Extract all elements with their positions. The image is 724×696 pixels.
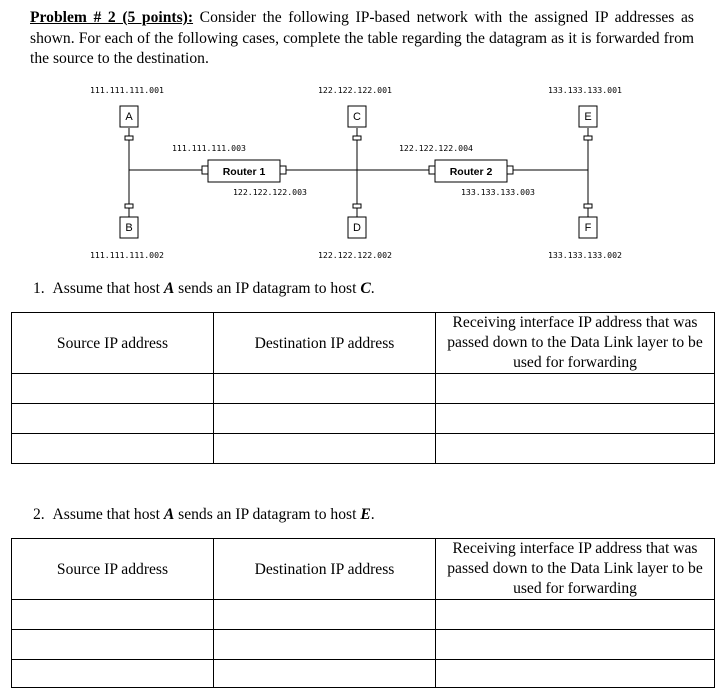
host-b-label: B — [125, 222, 133, 234]
source-ip-cell[interactable] — [12, 660, 214, 688]
router-1-ip-left: 111.111.111.003 — [172, 143, 246, 153]
question-1 — [33, 279, 375, 298]
question-middle: sends an IP datagram to host — [174, 506, 361, 523]
source-ip-header: Source IP address — [12, 539, 214, 600]
receiving-interface-cell[interactable] — [436, 404, 715, 434]
host-e-ip: 133.133.133.001 — [548, 85, 622, 95]
destination-ip-header: Destination IP address — [214, 313, 436, 374]
source-ip-cell[interactable] — [12, 600, 214, 630]
router-2-label: Router 2 — [449, 166, 493, 178]
receiving-interface-cell[interactable] — [436, 600, 715, 630]
host-f-label: F — [584, 222, 592, 234]
host-c-label: C — [353, 111, 361, 123]
destination-ip-cell[interactable] — [214, 434, 436, 464]
receiving-interface-cell[interactable] — [436, 434, 715, 464]
table-header-row — [12, 539, 715, 600]
router-1-ip-right: 122.122.122.003 — [233, 187, 307, 197]
question-suffix: . — [370, 280, 375, 297]
host-d-ip: 122.122.122.002 — [318, 250, 392, 260]
router-1-label: Router 1 — [222, 166, 266, 178]
question-2 — [33, 505, 375, 524]
table-row — [12, 434, 715, 464]
table-row — [12, 630, 715, 660]
question-number: 2. — [33, 506, 45, 523]
source-ip-header: Source IP address — [12, 313, 214, 374]
host-d-label: D — [353, 222, 361, 234]
host-f-ip: 133.133.133.002 — [548, 250, 622, 260]
question-number: 1. — [33, 280, 45, 297]
source-ip-cell[interactable] — [12, 374, 214, 404]
receiving-interface-cell[interactable] — [436, 630, 715, 660]
host-a-port — [125, 136, 133, 140]
router-2-port-left — [429, 166, 435, 174]
question-source-host: A — [163, 506, 175, 523]
router-1-port-right — [280, 166, 286, 174]
host-a-ip: 111.111.111.001 — [90, 85, 164, 95]
host-e-port — [584, 136, 592, 140]
question-prefix: Assume that host — [52, 506, 164, 523]
receiving-interface-header: Receiving interface IP address that was passed down to the Data Link layer to be used for forwarding — [436, 313, 715, 374]
router-1-port-left — [202, 166, 208, 174]
table-row — [12, 600, 715, 630]
problem-text: Consider the following IP-based network with the assigned IP addresses as shown. For each of the following cases, complete the table regarding the datagram as it is forwarded from the source to the destination. — [30, 9, 694, 67]
host-e-label: E — [584, 111, 592, 123]
router-2-ip-left: 122.122.122.004 — [399, 143, 473, 153]
router-2-ip-right: 133.133.133.003 — [461, 187, 535, 197]
source-ip-cell[interactable] — [12, 434, 214, 464]
question-middle: sends an IP datagram to host — [174, 280, 361, 297]
question-prefix: Assume that host — [52, 280, 164, 297]
question-suffix: . — [370, 506, 375, 523]
destination-ip-header: Destination IP address — [214, 539, 436, 600]
table-row — [12, 660, 715, 688]
destination-ip-cell[interactable] — [214, 404, 436, 434]
host-c-port — [353, 136, 361, 140]
network-diagram — [0, 0, 724, 280]
host-a-label: A — [125, 111, 133, 123]
receiving-interface-cell[interactable] — [436, 374, 715, 404]
question-dest-host: E — [360, 506, 371, 523]
host-f-port — [584, 204, 592, 208]
answer-table-1 — [11, 312, 715, 464]
question-dest-host: C — [360, 280, 371, 297]
destination-ip-cell[interactable] — [214, 630, 436, 660]
host-b-port — [125, 204, 133, 208]
host-b-ip: 111.111.111.002 — [90, 250, 164, 260]
source-ip-cell[interactable] — [12, 630, 214, 660]
host-c-ip: 122.122.122.001 — [318, 85, 392, 95]
table-row — [12, 374, 715, 404]
host-d-port — [353, 204, 361, 208]
receiving-interface-header: Receiving interface IP address that was passed down to the Data Link layer to be used for forwarding — [436, 539, 715, 600]
destination-ip-cell[interactable] — [214, 600, 436, 630]
question-source-host: A — [163, 280, 175, 297]
answer-table-2 — [11, 538, 715, 688]
problem-heading: Problem # 2 (5 points): — [30, 9, 194, 26]
source-ip-cell[interactable] — [12, 404, 214, 434]
destination-ip-cell[interactable] — [214, 374, 436, 404]
router-2-port-right — [507, 166, 513, 174]
receiving-interface-cell[interactable] — [436, 660, 715, 688]
table-row — [12, 404, 715, 434]
destination-ip-cell[interactable] — [214, 660, 436, 688]
table-header-row — [12, 313, 715, 374]
